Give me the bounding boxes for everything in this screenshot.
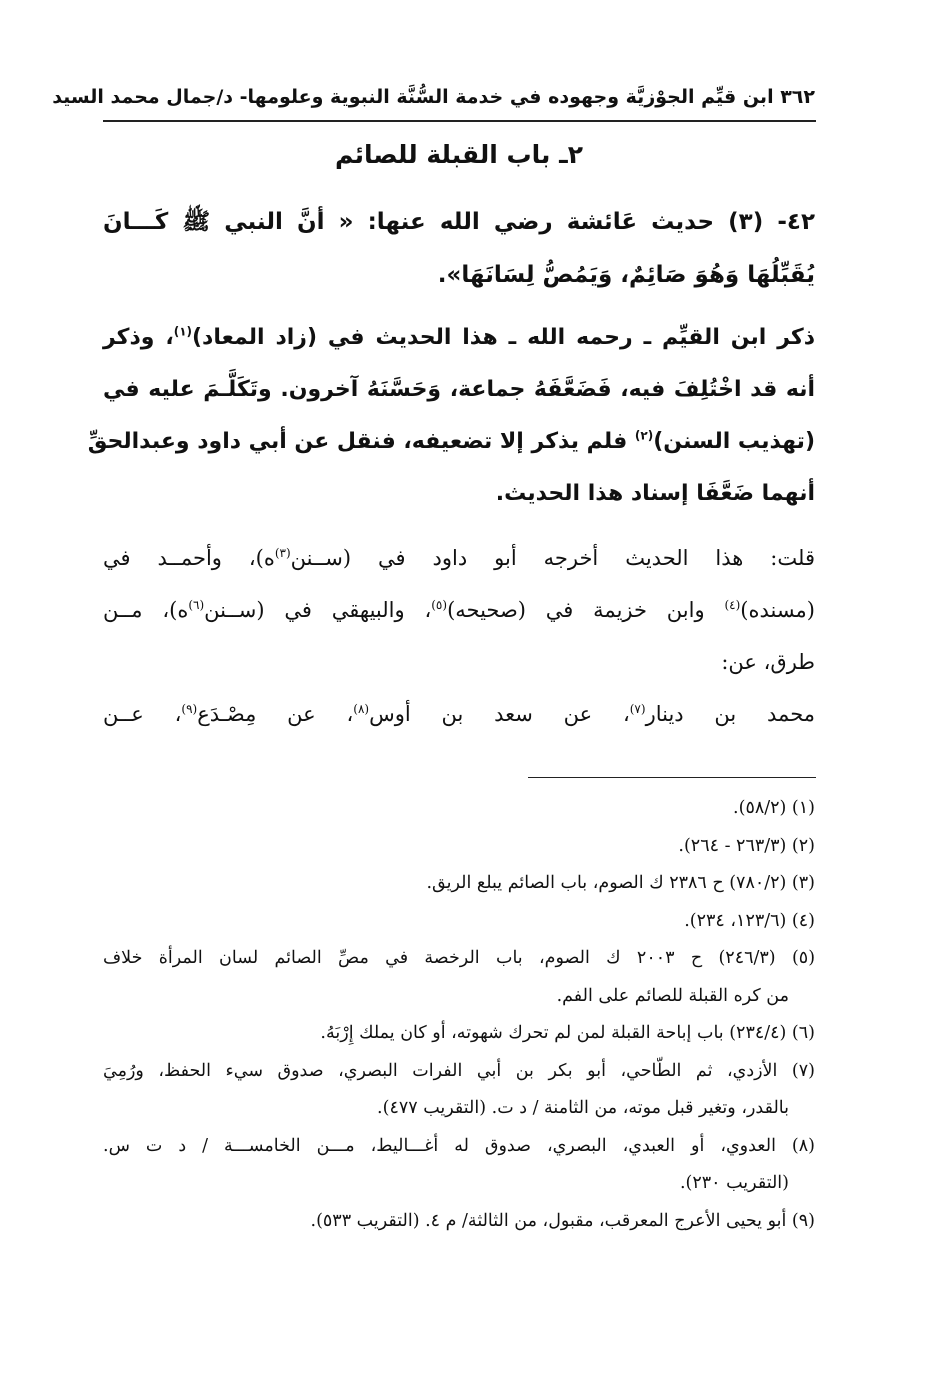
commentary-text: فلم يذكر إلا تضعيفه، فنقل عن أبي داود وعبدالحقِّ: [87, 429, 635, 454]
paragraph-text: ه)، وأحمــد في: [103, 546, 275, 570]
footnote-ref: (٩): [181, 702, 198, 716]
paragraph-text: ، والبيهقي في (ســنن: [204, 598, 432, 622]
footnote-4: (٤) (١٢٣/٦، ٢٣٤).: [684, 910, 815, 931]
commentary-text: ذكر ابن القيِّم ـ رحمه الله ـ هذا الحديث في (زاد المعاد): [192, 325, 816, 350]
paragraph-line: [103, 688, 815, 740]
commentary-line: [87, 416, 815, 468]
footnote-7: (٧) الأزدي، ثم الطّاحي، أبو بكر بن أبي الفرات البصري، صدوق سيء الحفظ، ورُمِيَ: [103, 1060, 815, 1081]
commentary-line: أنه قد اخْتُلِفَ فيه، فَضَعَّفَهُ جماعة، وَحَسَّنَهُ آخرون. وتَكَلَّـمَ عليه في: [103, 377, 815, 402]
commentary-line: أنهما ضَعَّفَا إسناد هذا الحديث.: [495, 481, 815, 506]
paragraph-text: ، عن مِصْـدَع: [197, 702, 354, 726]
paragraph-text: ه)، مــن: [103, 598, 189, 622]
footnote-8-continued: (التقريب ٢٣٠).: [679, 1173, 789, 1193]
commentary-paragraph: [87, 312, 816, 520]
hadith-text: [103, 196, 815, 302]
footnote-separator: [528, 777, 816, 778]
footnote-2: (٢) (٢٦٣/٣ - ٢٦٤).: [678, 835, 815, 856]
paragraph-line: طرق، عن:: [721, 650, 815, 674]
paragraph-text: (مسنده): [740, 598, 815, 622]
isnad-paragraph: [103, 688, 815, 740]
hadith-line: يُقَبِّلُهَا وَهُوَ صَائِمٌ، وَيَمُصُّ لِسَانَهَا».: [437, 262, 815, 288]
paragraph-text: ، عــن: [103, 702, 182, 726]
commentary-text: (تهذيب السنن): [653, 429, 815, 454]
footnote-5-continued: من كره القبلة للصائم على الفم.: [556, 985, 789, 1006]
header-rule: [103, 120, 816, 122]
sources-paragraph: [103, 532, 815, 688]
footnote-5: (٥) (٢٤٦/٣) ح ٢٠٠٣ ك الصوم، باب الرخصة في مصِّ الصائم لسان المرأة خلاف: [103, 948, 816, 968]
footnote-3: (٣) (٧٨٠/٢) ح ٢٣٨٦ ك الصوم، باب الصائم يبلع الريق.: [426, 873, 815, 893]
hadith-line: ٤٢- (٣) حديث عَائشة رضي الله عنها: « أنَّ النبي ﷺ كَـــانَ: [103, 209, 815, 235]
footnote-9: (٩) أبو يحيى الأعرج المعرقب، مقبول، من الثالثة/ م ٤. (التقريب ٥٣٣).: [310, 1210, 815, 1231]
footnote-ref: (٨): [353, 702, 370, 716]
footnote-ref: (١): [173, 324, 192, 339]
paragraph-text: محمد بن دينار: [645, 702, 816, 726]
footnote-ref: (٥): [431, 598, 448, 612]
footnote-ref: (٧): [629, 702, 646, 716]
running-header-text: ٣٦٢ ابن قيِّم الجوْزيَّة وجهوده في خدمة السُّنَّة النبوية وعلومها- د/جمال محمد السيد: [52, 86, 815, 108]
footnote-7-continued: بالقدر، وتغير قبل موته، من الثامنة / د ت. (التقريب ٤٧٧).: [377, 1098, 789, 1118]
footnote-ref: (٦): [188, 598, 205, 612]
footnote-8: (٨) العدوي، أو العبدي، البصري، صدوق له أغـــاليط، مـــن الخامســـة / د ت س.: [103, 1135, 815, 1156]
paragraph-text: ، عن سعد بن أوس: [369, 702, 630, 726]
paragraph-line: [103, 584, 815, 636]
paragraph-text: قلت: هذا الحديث أخرجه أبو داود في (ســنن: [290, 546, 815, 570]
commentary-text: ، وذكر: [103, 325, 174, 350]
footnotes: [103, 790, 815, 1240]
footnote-ref: (٤): [724, 598, 741, 612]
commentary-line: [103, 312, 815, 364]
paragraph-text: وابن خزيمة في (صحيحه): [447, 598, 725, 622]
footnote-ref: (٣): [274, 546, 291, 560]
footnote-6: (٦) (٢٣٤/٤) باب إباحة القبلة لمن لم تحرك شهوته، أو كان يملك إِرْبَهُ.: [320, 1023, 815, 1043]
section-title: ٢ـ باب القبلة للصائم: [335, 140, 583, 169]
running-header: [52, 86, 815, 108]
footnote-ref: (٢): [634, 428, 654, 443]
paragraph-line: [103, 532, 815, 584]
footnote-1: (١) (٥٨/٢).: [733, 798, 815, 818]
